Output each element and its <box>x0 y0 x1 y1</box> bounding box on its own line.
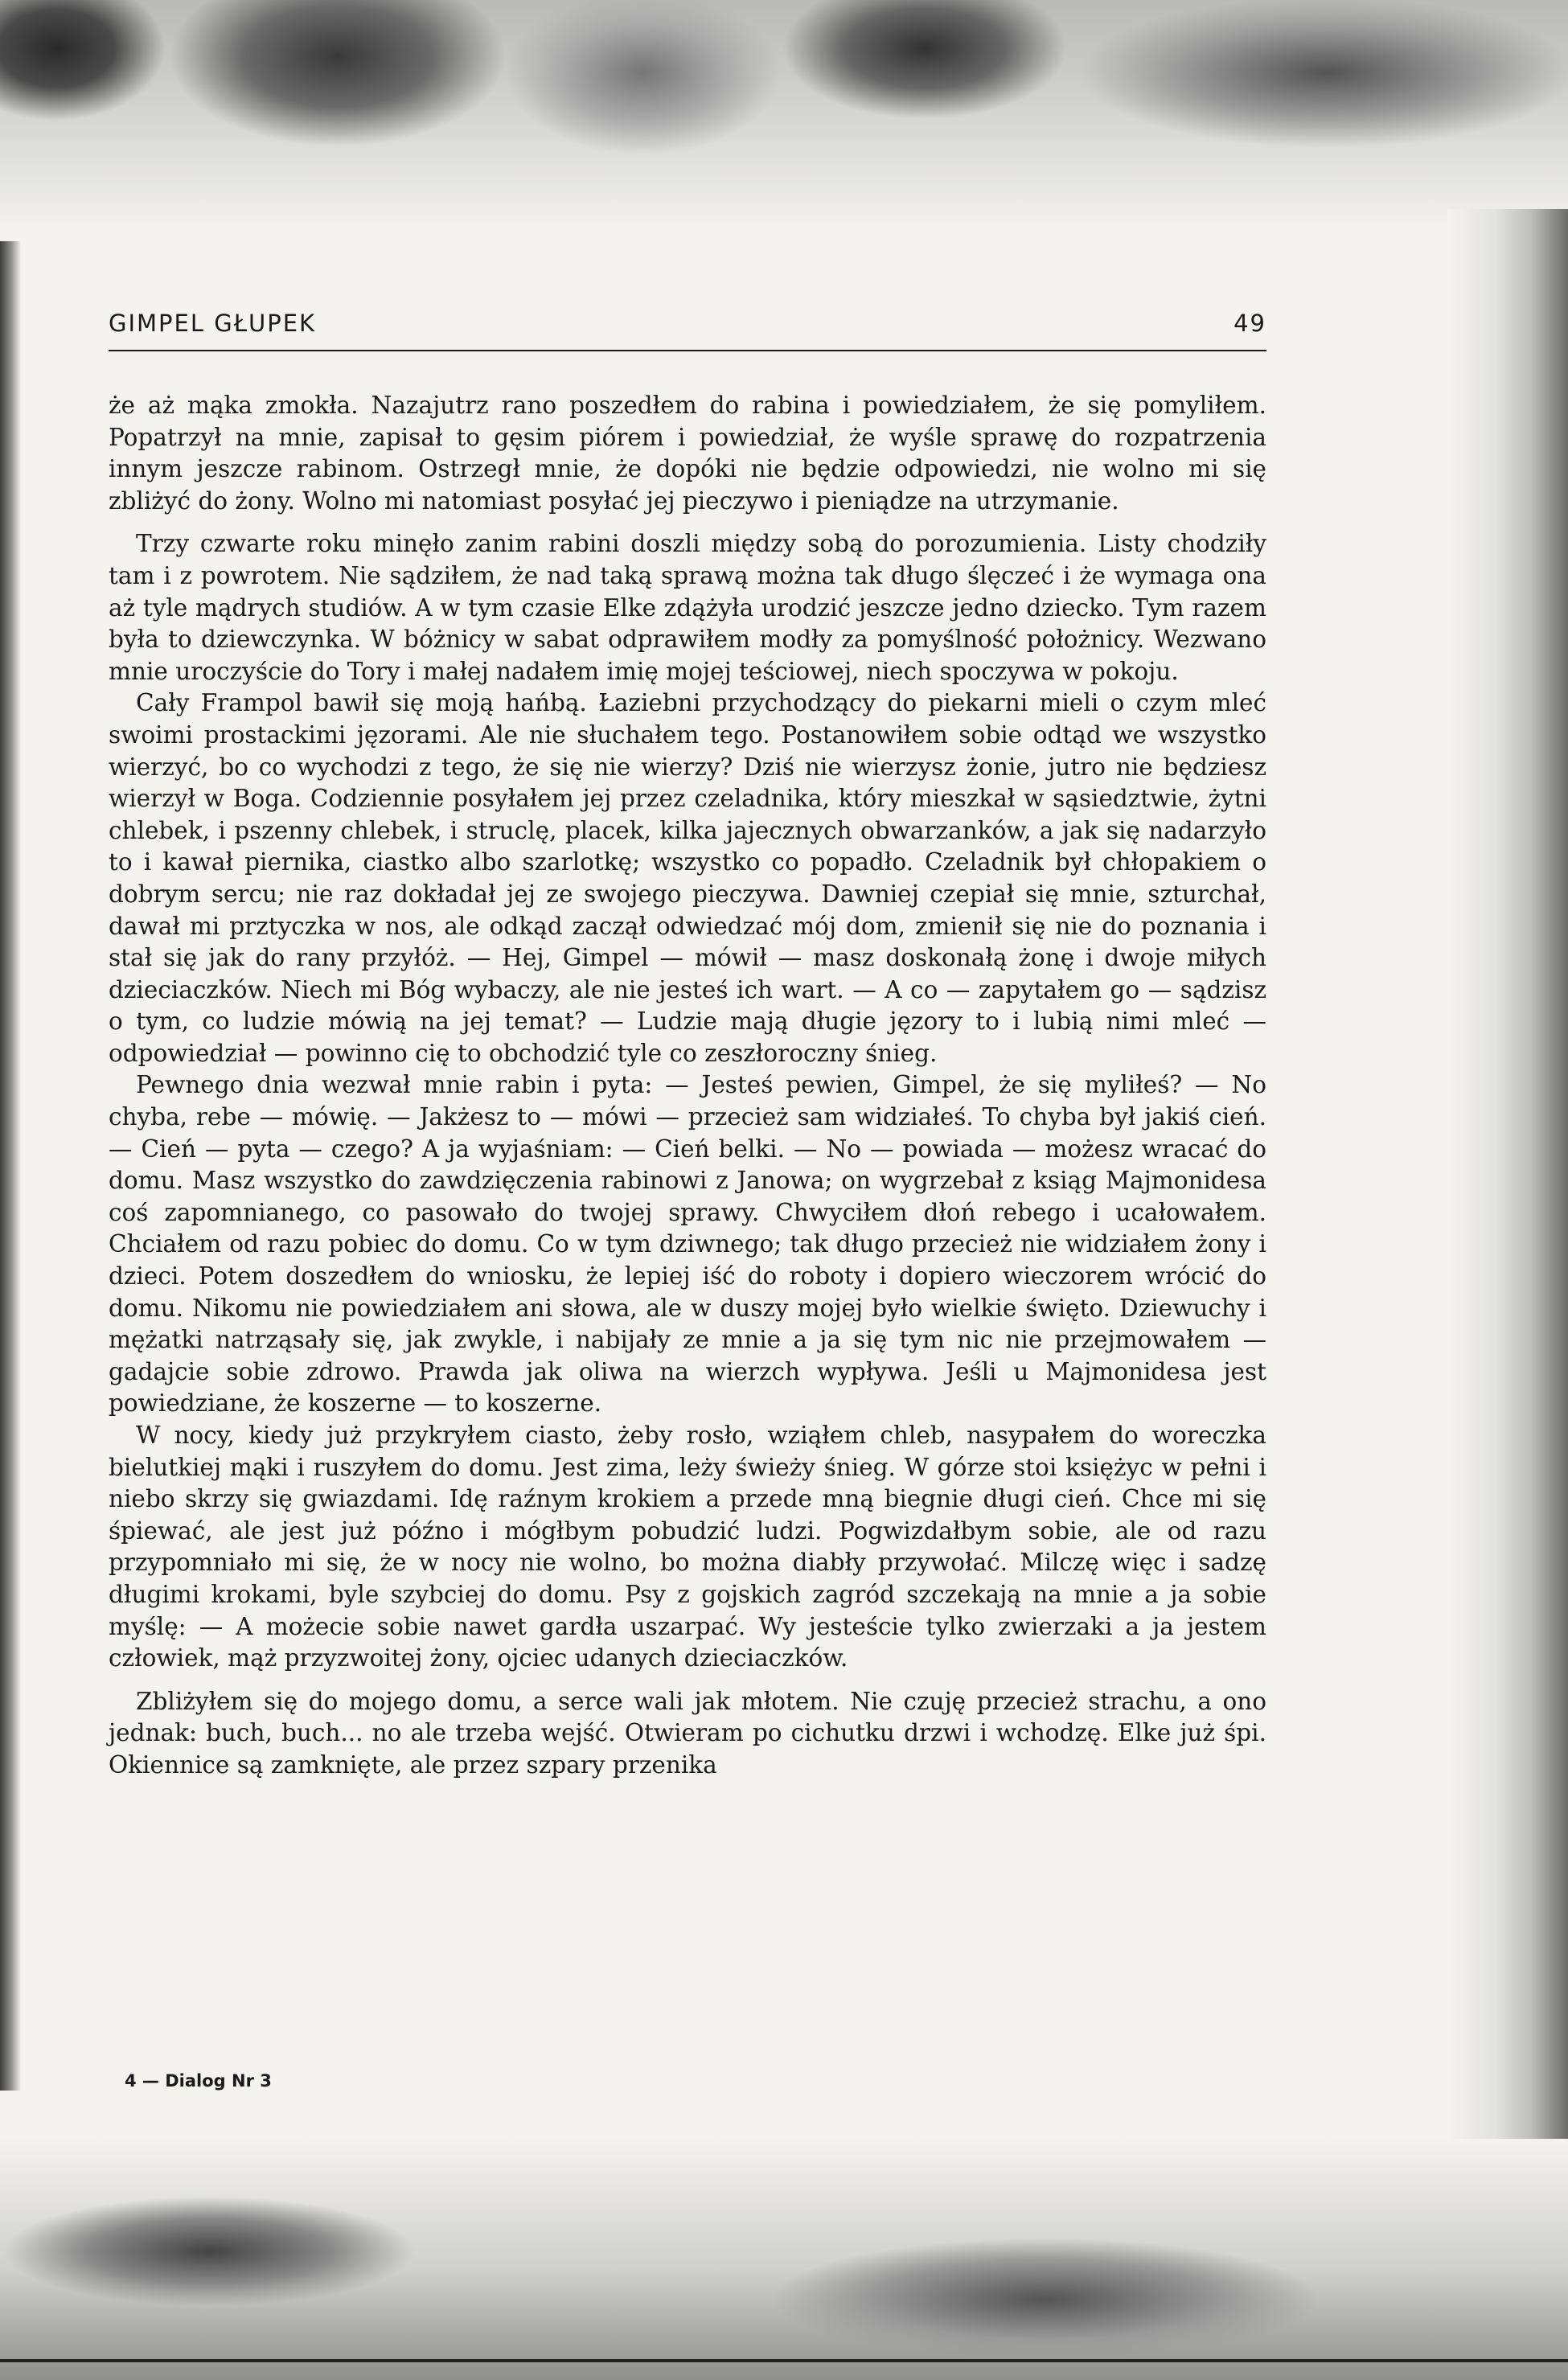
scan-edge-bottom <box>0 2139 1568 2380</box>
paragraph: Pewnego dnia wezwał mnie rabin i pyta: — Jesteś pewien, Gimpel, że się myliłeś? — No chyba, rebe — mówię. — Jakżesz to — mówi — przecież sam widziałeś. To chyba był jakiś cień. — Cień — pyta — czego? A ja wyjaśniam: — Cień belki. — No — powiada — możesz wracać do domu. Masz wszystko do zawdzięczenia rabinowi z Janowa; on wygrzebał z ksiąg Majmonidesa coś zapomnianego, co pasowało do twojej sprawy. Chwyciłem dłoń rebego i ucałowałem. Chciałem od razu pobiec do domu. Co w tym dziwnego; tak długo przecież nie widziałem żony i dzieci. Potem doszedłem do wniosku, że lepiej iść do roboty i dopiero wieczorem wrócić do domu. Nikomu nie powiedziałem ani słowa, ale w duszy mojej było wielkie święto. Dziewuchy i mężatki natrząsały się, jak zwykle, i nabijały ze mnie a ja się tym nic nie przejmowałem — gadajcie sobie zdrowo. Prawda jak oliwa na wierzch wypływa. Jeśli u Majmonidesa jest powiedziane, że koszerne — to koszerne. <box>109 1071 1266 1418</box>
scan-edge-right <box>1447 209 1568 2219</box>
scan-edge-left <box>0 241 21 2091</box>
printer-signature: 4 — Dialog Nr 3 <box>125 2071 272 2091</box>
page-number: 49 <box>1233 310 1266 337</box>
paragraph: W nocy, kiedy już przykryłem ciasto, żeby rosło, wziąłem chleb, nasypałem do woreczka bielutkiej mąki i ruszyłem do domu. Jest zima, leży świeży śnieg. W górze stoi księżyc w pełni i niebo skrzy się gwiazdami. Idę raźnym krokiem a przede mną biegnie długi cień. Chce mi się śpiewać, ale jest już późno i mógłbym pobudzić ludzi. Pogwizdałbym sobie, ale od razu przypomniało mi się, że w nocy nie wolno, bo można diabły przywołać. Milczę więc i sadzę długimi krokami, byle szybciej do domu. Psy z gojskich zagród szczekają na mnie a ja sobie myślę: — A możecie sobie nawet gardła uszarpać. Wy jesteście tylko zwierzaki a ja jestem człowiek, mąż przyzwoitej żony, ojciec udanych dzieciaczków. <box>109 1422 1266 1672</box>
paragraph: Cały Frampol bawił się moją hańbą. Łaziebni przychodzący do piekarni mieli o czym mleć swoimi prostackimi jęzorami. Ale nie słuchałem tego. Postanowiłem sobie odtąd we wszystko wierzyć, bo co wychodzi z tego, że się nie wierzy? Dziś nie wierzysz żonie, jutro nie będziesz wierzył w Boga. Codziennie posyłałem jej przez czeladnika, który mieszkał w sąsiedztwie, żytni chlebek, i pszenny chlebek, i struclę, placek, kilka jajecznych obwarzanków, a jak się nadarzyło to i kawał piernika, ciastko albo szarlotkę; wszystko co popadło. Czeladnik był chłopakiem o dobrym sercu; nie raz dokładał jej ze swojego pieczywa. Dawniej czepiał się mnie, szturchał, dawał mi prztyczka w nos, ale odkąd zaczął odwiedzać mój dom, zmienił się nie do poznania i stał się jak do rany przyłóż. — Hej, Gimpel — mówił — masz doskonałą żonę i dwoje miłych dzieciaczków. Niech mi Bóg wybaczy, ale nie jesteś ich wart. — A co — zapytałem go — sądzisz o tym, co ludzie mówią na jej temat? — Ludzie mają długie jęzory to i lubią nimi mleć — odpowiedział — powinno cię to obchodzić tyle co zeszłoroczny śnieg. <box>109 689 1266 1067</box>
scan-bottom-line <box>0 2359 1568 2362</box>
paragraph: że aż mąka zmokła. Nazajutrz rano poszedłem do rabina i powiedziałem, że się pomyliłem. Popatrzył na mnie, zapisał to gęsim piórem i powiedział, że wyśle sprawę do rozpatrzenia innym jeszcze rabinom. Ostrzegł mnie, że dopóki nie będzie odpowiedzi, nie wolno mi się zbliżyć do żony. Wolno mi natomiast posyłać jej pieczywo i pieniądze na utrzymanie. <box>109 392 1266 515</box>
scan-edge-top <box>0 0 1568 233</box>
running-title: GIMPEL GŁUPEK <box>109 310 317 337</box>
paragraph: Trzy czwarte roku minęło zanim rabini doszli między sobą do porozumienia. Listy chodziły tam i z powrotem. Nie sądziłem, że nad taką sprawą można tak długo ślęczeć i że wymaga ona aż tyle mądrych studiów. A w tym czasie Elke zdążyła urodzić jeszcze jedno dziecko. Tym razem była to dziewczynka. W bóżnicy w sabat odprawiłem modły za pomyślność położnicy. Wezwano mnie uroczyście do Tory i małej nadałem imię mojej teściowej, niech spoczywa w pokoju. <box>109 530 1266 685</box>
body-text <box>109 390 1266 1782</box>
paragraph: Zbliżyłem się do mojego domu, a serce wali jak młotem. Nie czuję przecież strachu, a ono jednak: buch, buch... no ale trzeba wejść. Otwieram po cichutku drzwi i wchodzę. Elke już śpi. Okiennice są zamknięte, ale przez szpary przenika <box>109 1687 1266 1779</box>
book-page <box>109 310 1266 1782</box>
running-head <box>109 310 1266 351</box>
